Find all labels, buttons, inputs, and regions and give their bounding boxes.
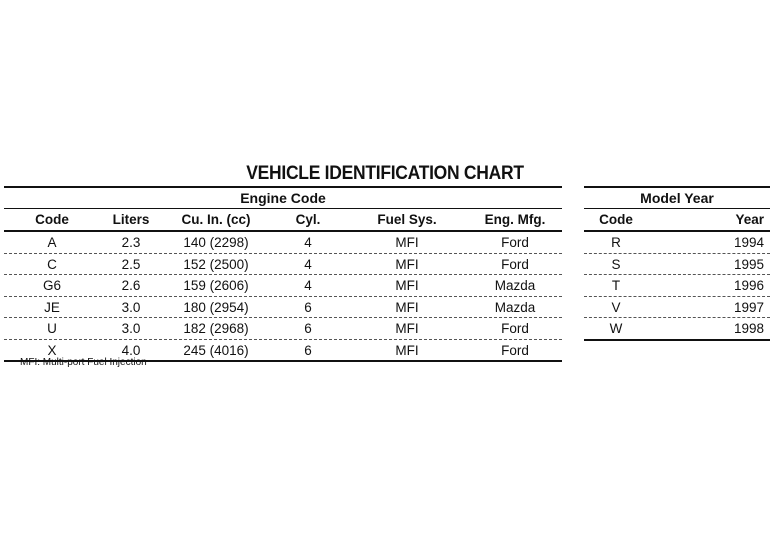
- cell-eng-mfg: Mazda: [494, 278, 536, 293]
- cell-model-year: 1997: [733, 299, 764, 315]
- model-column-headers: [584, 209, 770, 232]
- cell-cyl: 6: [304, 299, 312, 315]
- table-row: [4, 275, 562, 297]
- column-header-eng-mfg: Eng. Mfg.: [484, 212, 546, 227]
- cell-model-code: S: [611, 256, 621, 272]
- table-row: [584, 275, 770, 297]
- cell-code: G6: [42, 278, 61, 293]
- chart-title: VEHICLE IDENTIFICATION CHART: [246, 163, 524, 184]
- cell-code: JE: [44, 299, 60, 315]
- cell-cyl: 6: [304, 342, 312, 358]
- cell-eng-mfg: Ford: [501, 235, 529, 250]
- cell-liters: 2.6: [121, 278, 141, 293]
- cell-cyl: 6: [304, 321, 312, 336]
- cell-fuel-sys: MFI: [395, 299, 419, 315]
- cell-liters: 4.0: [121, 342, 141, 358]
- column-header-model-code: Code: [599, 212, 633, 227]
- footnote: MFI: Multi-port Fuel Injection: [20, 357, 147, 368]
- cell-fuel-sys: MFI: [395, 235, 419, 250]
- table-row: [584, 297, 770, 319]
- engine-table-body: [4, 232, 562, 362]
- cell-model-code: R: [611, 235, 621, 250]
- cell-model-code: T: [611, 278, 621, 293]
- cell-code: C: [47, 256, 57, 272]
- cell-liters: 3.0: [121, 299, 141, 315]
- cell-liters: 2.3: [121, 235, 141, 250]
- column-header-cyl: Cyl.: [295, 212, 321, 227]
- engine-code-group-header: Engine Code: [4, 186, 562, 209]
- cell-cu-in: 152 (2500): [183, 256, 249, 272]
- model-year-table: [584, 186, 770, 341]
- cell-model-code: W: [609, 321, 623, 336]
- table-row: [4, 254, 562, 276]
- cell-cu-in: 140 (2298): [183, 235, 249, 250]
- cell-cyl: 4: [304, 278, 312, 293]
- cell-model-year: 1998: [733, 321, 764, 336]
- column-header-code: Code: [35, 212, 69, 227]
- model-year-group-header: Model Year: [584, 186, 770, 209]
- cell-liters: 3.0: [121, 321, 141, 336]
- cell-code: U: [47, 321, 57, 336]
- table-row: [4, 318, 562, 340]
- cell-eng-mfg: Ford: [501, 321, 529, 336]
- cell-fuel-sys: MFI: [395, 342, 419, 358]
- cell-liters: 2.5: [121, 256, 141, 272]
- cell-fuel-sys: MFI: [395, 321, 419, 336]
- table-row: [4, 297, 562, 319]
- table-row: [584, 232, 770, 254]
- column-header-cu-in: Cu. In. (cc): [181, 212, 251, 227]
- column-header-fuel-sys: Fuel Sys.: [377, 212, 437, 227]
- cell-code: A: [47, 235, 57, 250]
- model-table-body: [584, 232, 770, 341]
- cell-eng-mfg: Ford: [501, 342, 529, 358]
- engine-code-table: [4, 186, 562, 362]
- cell-cu-in: 159 (2606): [183, 278, 249, 293]
- cell-model-year: 1996: [733, 278, 764, 293]
- cell-eng-mfg: Mazda: [494, 299, 536, 315]
- cell-code: X: [47, 342, 57, 358]
- cell-eng-mfg: Ford: [501, 256, 529, 272]
- cell-fuel-sys: MFI: [395, 278, 419, 293]
- cell-fuel-sys: MFI: [395, 256, 419, 272]
- cell-model-code: V: [611, 299, 621, 315]
- table-row: [4, 232, 562, 254]
- cell-cyl: 4: [304, 256, 312, 272]
- table-row: [584, 254, 770, 276]
- table-row: [584, 318, 770, 341]
- cell-cu-in: 182 (2968): [183, 321, 249, 336]
- engine-column-headers: [4, 209, 562, 232]
- cell-cyl: 4: [304, 235, 312, 250]
- cell-model-year: 1995: [733, 256, 764, 272]
- cell-cu-in: 180 (2954): [183, 299, 249, 315]
- cell-model-year: 1994: [733, 235, 764, 250]
- cell-cu-in: 245 (4016): [183, 342, 249, 358]
- column-header-liters: Liters: [112, 212, 150, 227]
- column-header-year: Year: [735, 212, 764, 227]
